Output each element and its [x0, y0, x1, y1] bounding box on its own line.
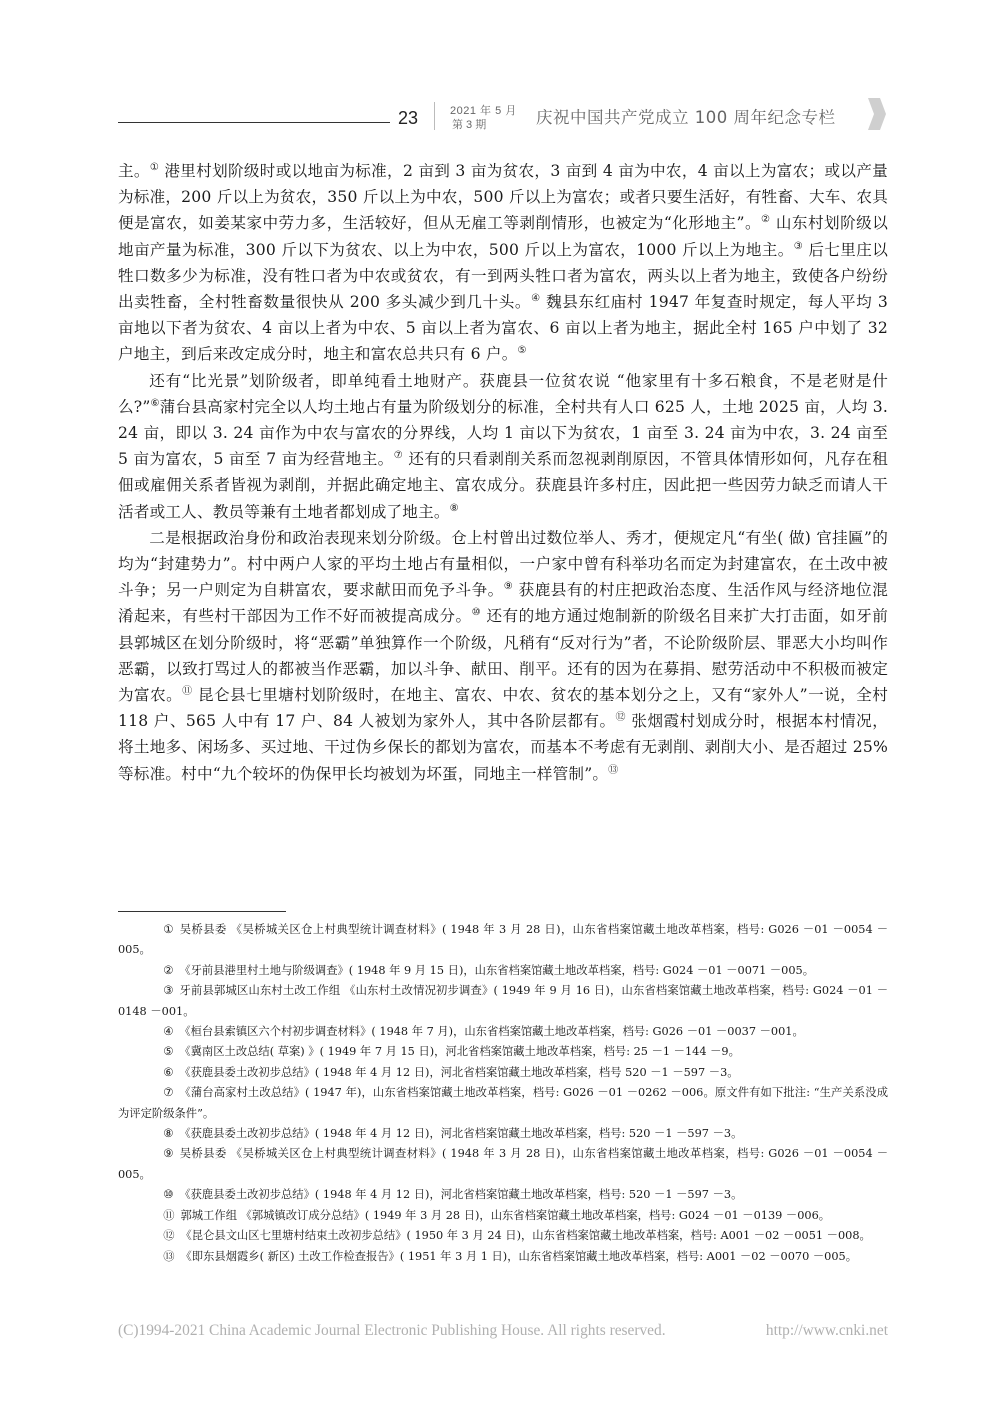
- issue-date: 2021 年 5 月: [450, 105, 517, 117]
- footnote-text: 《蒲台高家村土改总结》( 1947 年)，山东省档案馆藏土地改革档案，档号: G026 －01 －0262 －006。原文件有如下批注: “生产关系没成为评定阶级条件”。: [118, 1086, 888, 1120]
- footnote-mark: ①: [163, 923, 174, 936]
- footnote-ref: ⑧: [449, 502, 459, 514]
- footnote-text: 吴桥县委 《吴桥城关区仓上村典型统计调查材料》( 1948 年 3 月 28 日)，山东省档案馆藏土地改革档案，档号: G026 －01 －0054 －005。: [118, 1147, 888, 1181]
- copyright-notice: (C)1994-2021 China Academic Journal Electronic Publishing House. All rights reserved.: [118, 1322, 666, 1339]
- text-run: 昆仑县七里塘村划阶级时，在地主、富农、中农、贫农的基本划分之上，又有“家外人”一说，全村 118 户、565 人中有 17 户、84 人被划为家外人，其中各阶层都有。: [118, 686, 888, 731]
- footnote-mark: ②: [163, 963, 174, 977]
- footnote-text: 《牙前县港里村土地与阶级调查》( 1948 年 9 月 15 日)，山东省档案馆藏土地改革档案，档号: G024 －01 －0071 －005。: [179, 963, 815, 977]
- header-rule: [118, 122, 390, 123]
- footnote: [118, 1206, 888, 1226]
- footnote-text: 《获鹿县委土改初步总结》( 1948 年 4 月 12 日)，河北省档案馆藏土地改革档案，档号 520 －1 －597 －3。: [179, 1065, 739, 1079]
- footnote: [118, 1185, 888, 1205]
- footnote-ref: ⑬: [608, 764, 619, 776]
- footnote-mark: ⑤: [163, 1045, 174, 1059]
- text-run: 还有“比光景”划阶级者，即单纯看土地财产。获鹿县一位贫农说 “他家里有十多石粮食，不是老财是什么?”: [118, 371, 888, 416]
- footnote: [118, 1226, 888, 1246]
- footnote-text: 《冀南区土改总结( 草案) 》( 1949 年 7 月 15 日)，河北省档案馆藏土地改革档案，档号: 25 －1 －144 －9。: [179, 1045, 740, 1059]
- footnote-text: 《桓台县索镇区六个村初步调查材料》( 1948 年 7 月)，山东省档案馆藏土地改革档案，档号: G026 －01 －0037 －001。: [179, 1025, 804, 1039]
- text-run: 魏县东红庙村 1947 年复查时规定，每人平均 3 亩地以下者为贫农、4 亩以上者为中农、5 亩以上者为富农、6 亩以上者为地主，据此全村 165 户中划了 32 户地主，到后来改定成分时，地主和富农总共只有 6 户。: [118, 293, 888, 364]
- footnote-ref: ④: [531, 292, 541, 304]
- footnote-mark: ④: [163, 1025, 174, 1039]
- text-run: 山东村划阶级以地亩产量为标准，300 斤以下为贫农、以上为中农，500 斤以上为富农，1000 斤以上为地主。: [118, 214, 888, 259]
- footnote: [118, 1063, 888, 1083]
- corner-tab-icon: [868, 98, 886, 130]
- text-run: 获鹿县有的村庄把政治态度、生活作风与经济地位混淆起来，有些村干部因为工作不好而被提高成分。: [118, 581, 888, 626]
- footnote-text: 《即东县烟霞乡( 新区) 土改工作检查报告》( 1951 年 3 月 1 日)，山东省档案馆藏土地改革档案，档号: A001 －02 －0070 －005。: [180, 1249, 858, 1263]
- footnote-text: 《获鹿县委土改初步总结》( 1948 年 4 月 12 日)，河北省档案馆藏土地改革档案，档号: 520 －1 －597 －3。: [179, 1188, 743, 1202]
- footnote-ref: ⑨: [503, 581, 514, 593]
- footnote-ref: ②: [761, 214, 771, 226]
- footnote: [118, 1022, 888, 1042]
- footnote-mark: ③: [163, 984, 174, 998]
- page-number: 23: [398, 108, 419, 128]
- text-run: 主。: [118, 162, 150, 180]
- paragraph: [118, 368, 888, 525]
- text-run: 后七里庄以牲口数多少为标准，没有牲口者为中农或贫农，有一到两头牲口者为富农，两头以上者为地主，致使各户纷纷出卖牲畜，全村牲畜数量很快从 200 多头减少到几十头。: [118, 240, 888, 312]
- text-run: 二是根据政治身份和政治表现来划分阶级。仓上村曾出过数位举人、秀才，便规定凡“有坐( 做) 官挂匾”的均为“封建势力”。村中两户人家的平均土地占有量相似，一户家中曾有科举功名而定为封建富农，在土改中被斗争；另一户则定为自耕富农，要求献田而免予斗争。: [118, 528, 888, 600]
- footnote-mark: ⑥: [163, 1065, 174, 1079]
- footnote-text: 吴桥县委 《吴桥城关区仓上村典型统计调查材料》( 1948 年 3 月 28 日)，山东省档案馆藏土地改革档案，档号: G026 －01 －0054 －005。: [118, 923, 888, 957]
- footnote-ref: ⑤: [517, 345, 527, 357]
- footnote-mark: ⑨: [163, 1147, 174, 1161]
- footnote-ref: ⑥: [150, 397, 160, 409]
- cnki-url: http://www.cnki.net: [765, 1322, 888, 1339]
- footnote-mark: ⑬: [163, 1249, 175, 1263]
- issue-number: 第 3 期: [452, 119, 487, 131]
- footnote-text: 牙前县郭城区山东村土改工作组 《山东村土改情况初步调查》( 1949 年 9 月 16 日)，山东省档案馆藏土地改革档案，档号: G024 －01 －0148 －001。: [118, 984, 888, 1018]
- footnote-mark: ⑫: [163, 1229, 175, 1243]
- footnote: [118, 1042, 888, 1062]
- footnote-text: 《昆仑县文山区七里塘村结束土改初步总结》( 1950 年 3 月 24 日)，山东省档案馆藏土地改革档案，档号: A001 －02 －0051 －008。: [180, 1229, 871, 1243]
- text-run: 还有的只看剥削关系而忽视剥削原因，不管具体情形如何，凡存在租佃或雇佣关系者皆视为剥削，并据此确定地主、富农成分。获鹿县许多村庄，因此把一些因劳力缺乏而请人干活者或工人、教员等兼有土地者都划成了地主。: [118, 450, 888, 521]
- footnote-ref: ⑩: [471, 607, 482, 619]
- text-run: 还有的地方通过炮制新的阶级名目来扩大打击面，如牙前县郭城区在划分阶级时，将“恶霸”单独算作一个阶级，凡稍有“反对行为”者，不论阶级阶层、罪恶大小均叫作恶霸，以致打骂过人的都被当作恶霸，加以斗争、献田、削平。还有的因为在募捐、慰劳活动中不积极而被定为富农。: [118, 607, 888, 705]
- footnote-mark: ⑦: [163, 1086, 174, 1100]
- footnote-text: 《获鹿县委土改初步总结》( 1948 年 4 月 12 日)，河北省档案馆藏土地改革档案，档号: 520 －1 －597 －3。: [179, 1127, 743, 1141]
- page-header: [0, 96, 1006, 136]
- footnote-ref: ⑪: [182, 685, 193, 697]
- column-title: 庆祝中国共产党成立 100 周年纪念专栏: [536, 108, 836, 127]
- footnote-ref: ⑦: [393, 450, 404, 462]
- footnote-ref: ①: [149, 161, 160, 173]
- text-run: 港里村划阶级时或以地亩为标准，2 亩到 3 亩为贫农，3 亩到 4 亩为中农，4 亩以上为富农；或以产量为标准，200 斤以上为贫农，350 斤以上为中农，500 斤以上为富农；或者只要生活好，有牲畜、大车、农具便是富农，如姜某家中劳力多，生活较好，但从无雇工等剥削情形，也被定为“化形地主”。: [118, 162, 888, 233]
- footnote-ref: ③: [793, 240, 804, 252]
- footnote: [118, 1083, 888, 1124]
- paragraph: [118, 158, 888, 368]
- footnote: [118, 961, 888, 981]
- footnote-text: 郭城工作组 《郭城镇改订成分总结》( 1949 年 3 月 28 日)，山东省档案馆藏土地改革档案，档号: G024 －01 －0139 －006。: [180, 1208, 831, 1222]
- footnote-mark: ⑩: [163, 1188, 174, 1202]
- text-run: 张烟霞村划成分时，根据本村情况，将土地多、闲场多、买过地、干过伪乡保长的都划为富农，而基本不考虑有无剥削、剥削大小、是否超过 25% 等标准。村中“九个较坏的伪保甲长均被划为坏蛋，同地主一样管制”。: [118, 712, 888, 783]
- footnote: [118, 1247, 888, 1267]
- header-divider: [434, 102, 435, 130]
- footnote-mark: ⑪: [163, 1208, 175, 1222]
- footnote-ref: ⑫: [615, 712, 626, 724]
- footnote: [118, 920, 888, 961]
- paragraph: [118, 525, 888, 787]
- footnote-mark: ⑧: [163, 1127, 174, 1141]
- footnote: [118, 981, 888, 1022]
- article-body: [118, 158, 888, 787]
- footnote: [118, 1144, 888, 1185]
- footnote: [118, 1124, 888, 1144]
- footnotes: [118, 920, 888, 1267]
- footnote-rule: [118, 911, 286, 912]
- text-run: 蒲台县高家村完全以人均土地占有量为阶级划分的标准，全村共有人口 625 人，土地 2025 亩，人均 3. 24 亩，即以 3. 24 亩作为中农与富农的分界线，人均 1 亩以下为贫农，1 亩至 3. 24 亩为中农，3. 24 亩至 5 亩为富农，5 亩至 7 亩为经营地主。: [118, 397, 888, 469]
- copyright-line: [118, 1322, 888, 1340]
